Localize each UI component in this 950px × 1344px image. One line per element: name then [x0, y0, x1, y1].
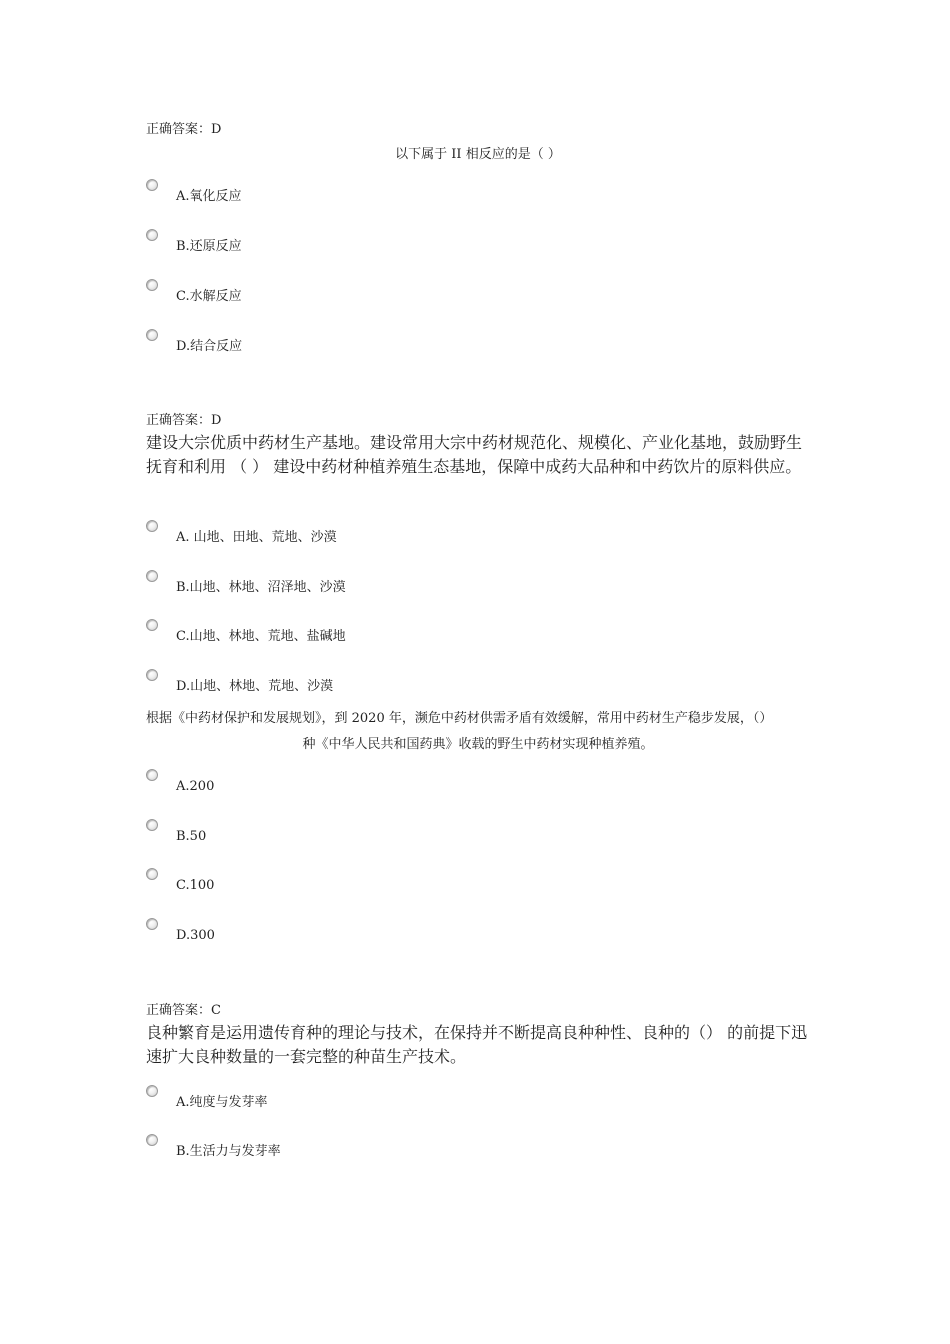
option-label-a[interactable]: A. 山地、田地、荒地、沙漠	[176, 530, 337, 545]
question-text: 建设大宗优质中药材生产基地。建设常用大宗中药材规范化、规模化、产业化基地，鼓励野生抚育和利用 （ ） 建设中药材种植养殖生态基地，保障中成药大品种和中药饮片的原料供应。	[146, 433, 803, 476]
question-line-1: 根据《中药材保护和发展规划》，到 2020 年，濒危中药材供需矛盾有效缓解，常用中药材生产稳步发展，（）	[146, 711, 773, 726]
radio-option-b[interactable]	[146, 1134, 158, 1146]
correct-answer-label: 正确答案：D	[146, 122, 222, 137]
radio-option-a[interactable]	[146, 520, 158, 532]
option-label-a[interactable]: A.200	[176, 779, 215, 794]
radio-option-c[interactable]	[146, 279, 158, 291]
option-label-d[interactable]: D.结合反应	[176, 339, 243, 354]
option-label-b[interactable]: B.山地、林地、沼泽地、沙漠	[176, 580, 346, 595]
option-label-a[interactable]: A.纯度与发芽率	[176, 1095, 268, 1110]
radio-option-a[interactable]	[146, 1085, 158, 1097]
radio-option-d[interactable]	[146, 329, 158, 341]
option-label-b[interactable]: B.生活力与发芽率	[176, 1144, 281, 1159]
option-label-c[interactable]: C.山地、林地、荒地、盐碱地	[176, 629, 346, 644]
radio-option-a[interactable]	[146, 769, 158, 781]
option-label-b[interactable]: B.50	[176, 829, 207, 844]
radio-option-b[interactable]	[146, 819, 158, 831]
radio-option-d[interactable]	[146, 669, 158, 681]
option-label-d[interactable]: D.300	[176, 928, 215, 943]
option-label-b[interactable]: B.还原反应	[176, 239, 242, 254]
radio-option-d[interactable]	[146, 918, 158, 930]
radio-option-a[interactable]	[146, 179, 158, 191]
option-label-c[interactable]: C.100	[176, 878, 215, 893]
radio-option-b[interactable]	[146, 570, 158, 582]
radio-option-c[interactable]	[146, 868, 158, 880]
option-label-c[interactable]: C.水解反应	[176, 289, 242, 304]
question-text: 以下属于 II 相反应的是（ ）	[395, 147, 561, 162]
correct-answer-label: 正确答案：C	[146, 1003, 221, 1018]
option-label-a[interactable]: A.氧化反应	[176, 189, 242, 204]
radio-option-c[interactable]	[146, 619, 158, 631]
question-text	[146, 706, 810, 758]
question-text: 良种繁育是运用遗传育种的理论与技术，在保持并不断提高良种种性、良种的（） 的前提下迅速扩大良种数量的一套完整的种苗生产技术。	[146, 1023, 808, 1066]
correct-answer-label: 正确答案：D	[146, 413, 222, 428]
radio-option-b[interactable]	[146, 229, 158, 241]
question-line-2: 种《中华人民共和国药典》收载的野生中药材实现种植养殖。	[302, 737, 654, 752]
option-label-d[interactable]: D.山地、林地、荒地、沙漠	[176, 679, 334, 694]
